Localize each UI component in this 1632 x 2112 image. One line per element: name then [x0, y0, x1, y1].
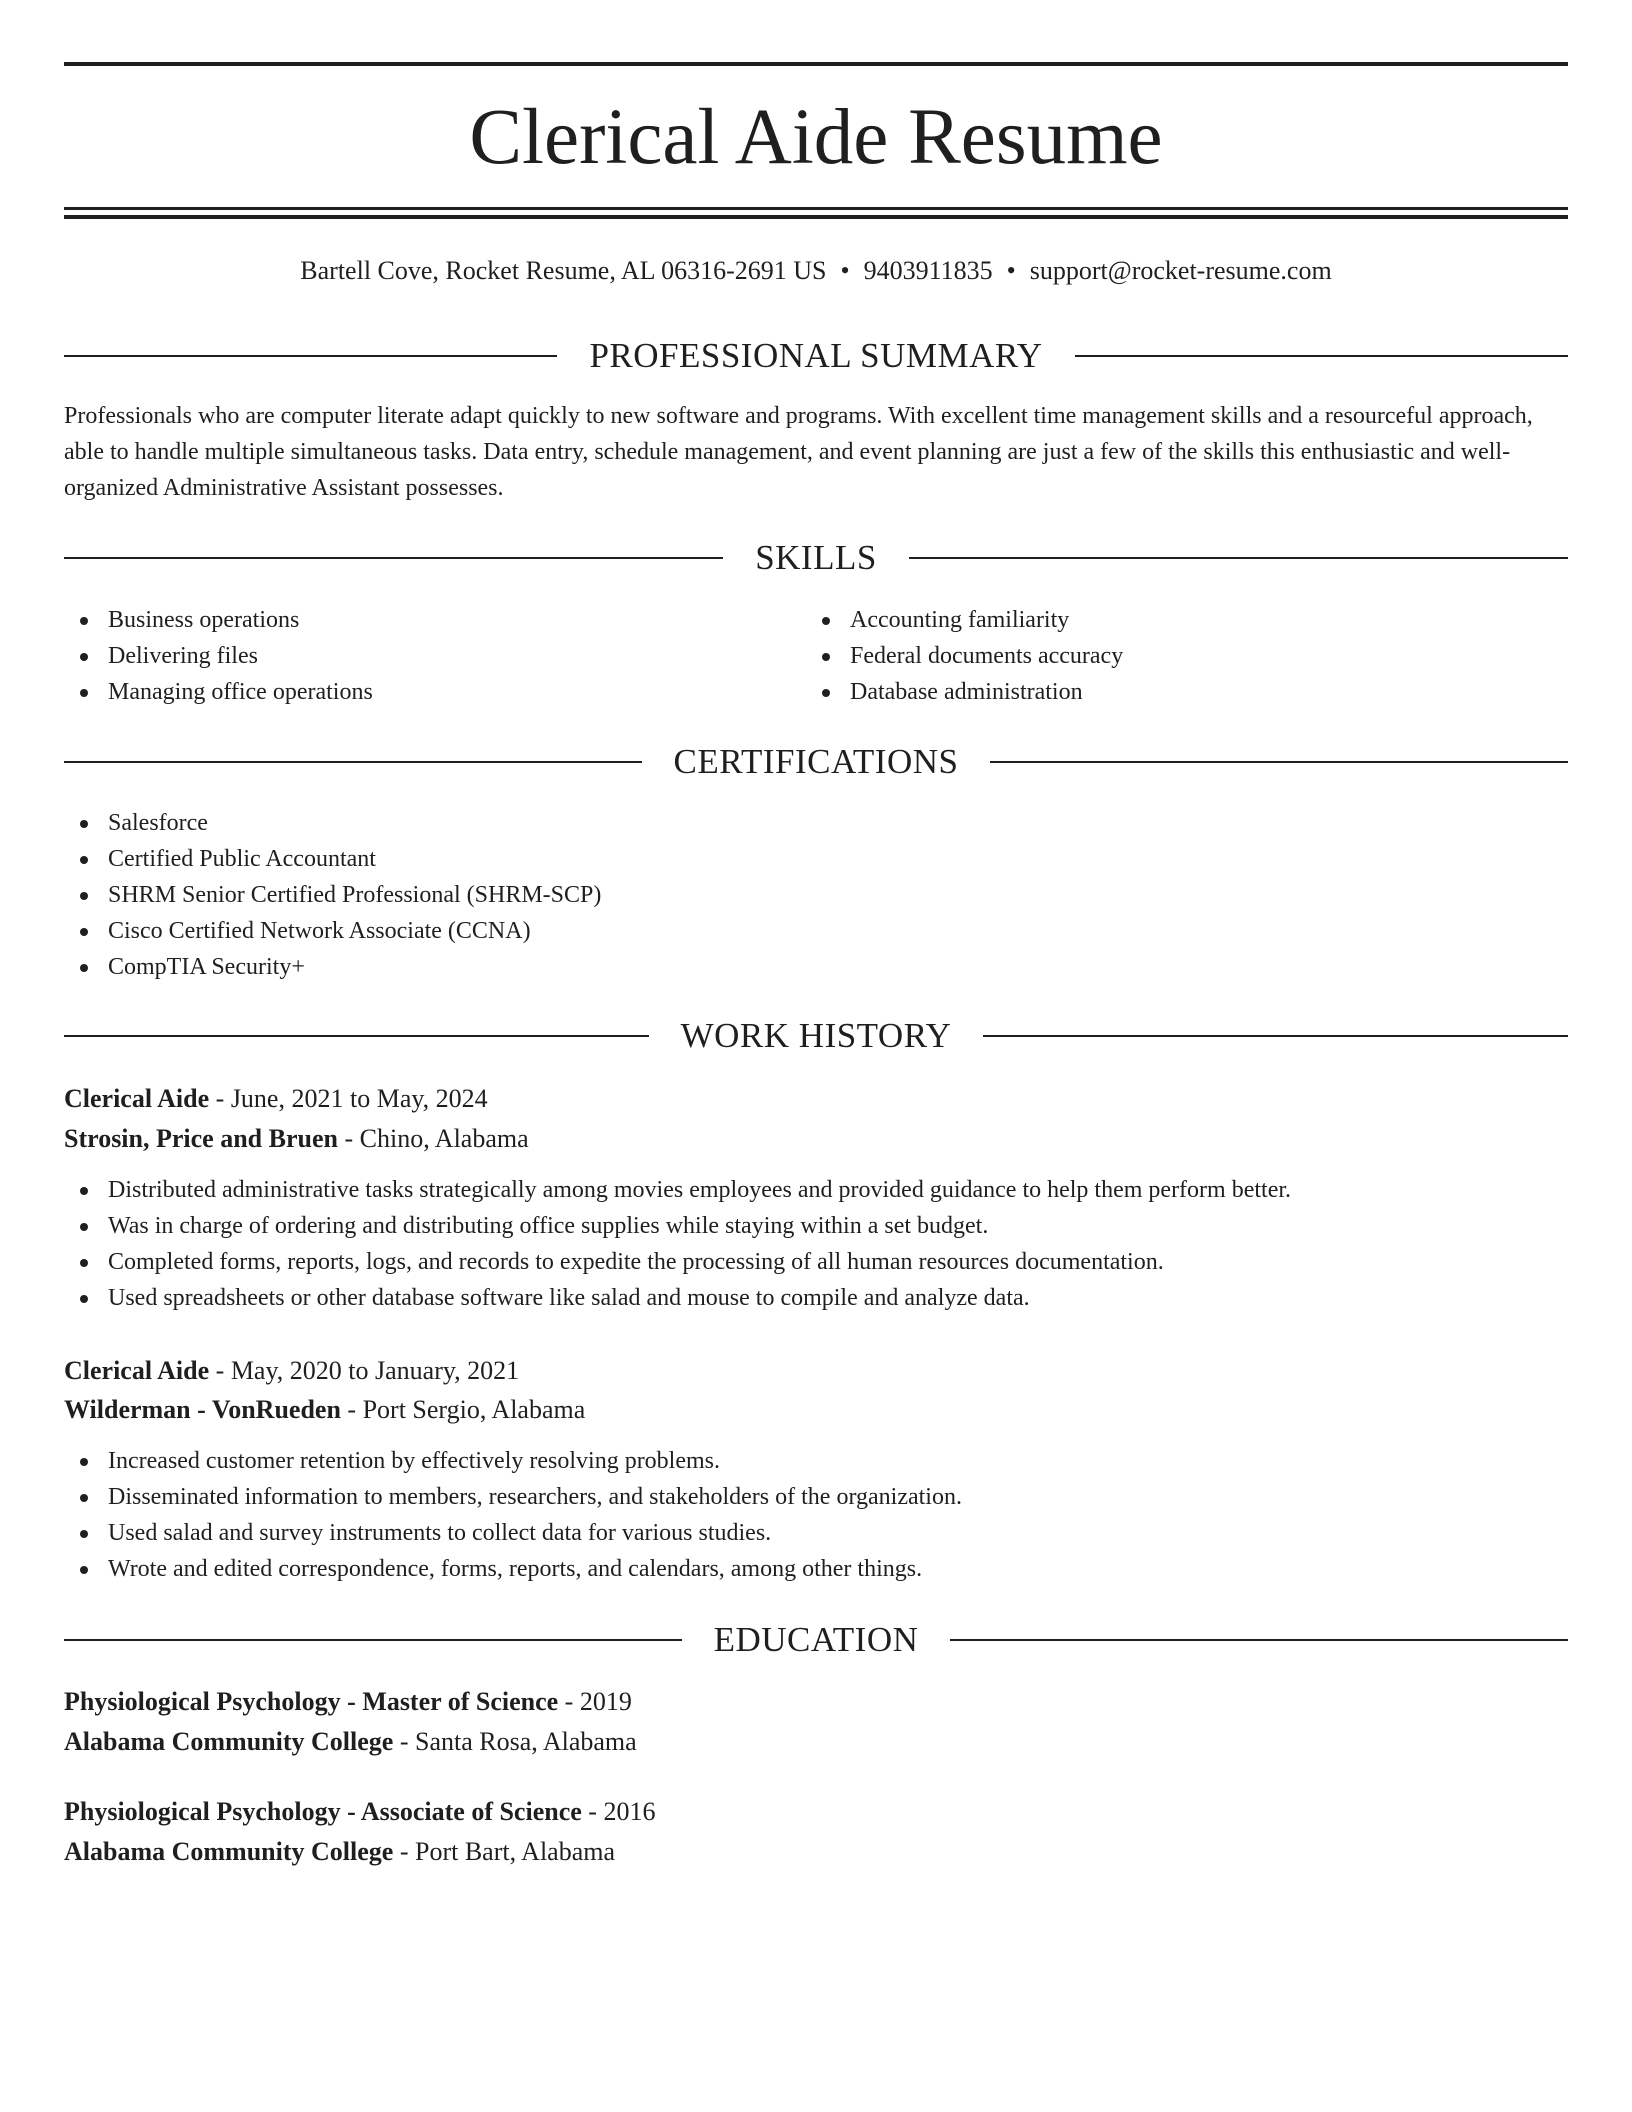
job-location: Chino, Alabama: [359, 1124, 529, 1153]
contact-phone: 9403911835: [863, 256, 993, 285]
heading-rule: [983, 1035, 1568, 1037]
education-degree: Physiological Psychology - Master of Science: [64, 1687, 559, 1716]
heading-rule: [1075, 355, 1568, 357]
education-school: Alabama Community College: [64, 1727, 394, 1756]
certification-item: Certified Public Accountant: [64, 841, 1568, 877]
job-dates: May, 2020 to January, 2021: [230, 1356, 520, 1385]
certification-item: CompTIA Security+: [64, 949, 1568, 985]
skill-item: Delivering files: [64, 638, 764, 674]
section-heading-skills: [64, 536, 1568, 580]
heading-rule: [64, 1035, 649, 1037]
job-bullet: Used salad and survey instruments to collect data for various studies.: [64, 1515, 1568, 1551]
skills-right-column: [806, 602, 1506, 710]
education-location: Port Bart, Alabama: [415, 1837, 616, 1866]
heading-rule: [64, 557, 723, 559]
job-company-line: Wilderman - VonRueden - Port Sergio, Alabama: [64, 1395, 586, 1424]
job-company: Strosin, Price and Bruen: [64, 1124, 338, 1153]
job-bullet: Distributed administrative tasks strategically among movies employees and provided guidance to help them perform better.: [64, 1172, 1568, 1208]
section-heading-work-history: [64, 1014, 1568, 1058]
education-school: Alabama Community College: [64, 1837, 394, 1866]
section-title: WORK HISTORY: [680, 1016, 952, 1055]
section-title: EDUCATION: [713, 1620, 919, 1659]
job-company: Wilderman - VonRueden: [64, 1395, 341, 1424]
job-bullet: Increased customer retention by effectively resolving problems.: [64, 1443, 1568, 1479]
header-top-rule: [64, 62, 1568, 66]
page-title: Clerical Aide Resume: [469, 94, 1163, 181]
heading-rule: [950, 1639, 1568, 1641]
section-title: CERTIFICATIONS: [673, 742, 959, 781]
job-title-line: Clerical Aide - May, 2020 to January, 2021: [64, 1356, 520, 1385]
header-bottom-rule-2: [64, 215, 1568, 219]
section-title: SKILLS: [755, 538, 877, 577]
job-company-line: Strosin, Price and Bruen - Chino, Alabama: [64, 1124, 529, 1153]
education-school-line: Alabama Community College - Santa Rosa, Alabama: [64, 1727, 637, 1756]
job-title: Clerical Aide: [64, 1356, 210, 1385]
contact-separator: •: [1006, 256, 1016, 285]
education-year: 2019: [579, 1687, 632, 1716]
contact-line: [64, 254, 1568, 288]
section-title: PROFESSIONAL SUMMARY: [589, 336, 1043, 375]
education-location: Santa Rosa, Alabama: [415, 1727, 637, 1756]
heading-rule: [909, 557, 1568, 559]
job-title-line: Clerical Aide - June, 2021 to May, 2024: [64, 1084, 488, 1113]
section-heading-education: [64, 1618, 1568, 1662]
job-bullet: Disseminated information to members, researchers, and stakeholders of the organization.: [64, 1479, 1568, 1515]
section-heading-summary: [64, 334, 1568, 378]
job-title: Clerical Aide: [64, 1084, 210, 1113]
skill-item: Business operations: [64, 602, 764, 638]
education-degree-line: Physiological Psychology - Master of Science - 2019: [64, 1687, 632, 1716]
job-bullet: Wrote and edited correspondence, forms, reports, and calendars, among other things.: [64, 1551, 1568, 1587]
contact-address: Bartell Cove, Rocket Resume, AL 06316-2691 US: [300, 256, 827, 285]
contact-separator: •: [840, 256, 850, 285]
header-bottom-rule-1: [64, 207, 1568, 210]
education-degree: Physiological Psychology - Associate of Science: [64, 1797, 582, 1826]
heading-rule: [64, 1639, 682, 1641]
section-heading-certifications: [64, 740, 1568, 784]
job-dates: June, 2021 to May, 2024: [230, 1084, 488, 1113]
education-year: 2016: [603, 1797, 656, 1826]
job-location: Port Sergio, Alabama: [362, 1395, 586, 1424]
education-degree-line: Physiological Psychology - Associate of Science - 2016: [64, 1797, 656, 1826]
skills-left-column: [64, 602, 764, 710]
job-bullet: Completed forms, reports, logs, and records to expedite the processing of all human resources documentation.: [64, 1244, 1568, 1280]
skill-item: Managing office operations: [64, 674, 764, 710]
job-bullet: Was in charge of ordering and distributing office supplies while staying within a set budget.: [64, 1208, 1568, 1244]
skill-item: Federal documents accuracy: [806, 638, 1506, 674]
job-bullets: [64, 1172, 1568, 1316]
heading-rule: [990, 761, 1568, 763]
education-school-line: Alabama Community College - Port Bart, Alabama: [64, 1837, 616, 1866]
job-bullet: Used spreadsheets or other database software like salad and mouse to compile and analyze data.: [64, 1280, 1568, 1316]
certification-item: SHRM Senior Certified Professional (SHRM-SCP): [64, 877, 1568, 913]
summary-text: Professionals who are computer literate adapt quickly to new software and programs. With excellent time management skills and a resourceful approach, able to handle multiple simultaneous tasks. Data entry, schedule management, and event planning are just a few of the skills this enthusiastic and well-organized Administrative Assistant possesses.: [64, 403, 1533, 501]
skill-item: Database administration: [806, 674, 1506, 710]
certification-item: Salesforce: [64, 805, 1568, 841]
heading-rule: [64, 761, 642, 763]
job-bullets: [64, 1443, 1568, 1587]
heading-rule: [64, 355, 557, 357]
contact-email: support@rocket-resume.com: [1029, 256, 1332, 285]
certifications-list: [64, 805, 1568, 985]
certification-item: Cisco Certified Network Associate (CCNA): [64, 913, 1568, 949]
skill-item: Accounting familiarity: [806, 602, 1506, 638]
